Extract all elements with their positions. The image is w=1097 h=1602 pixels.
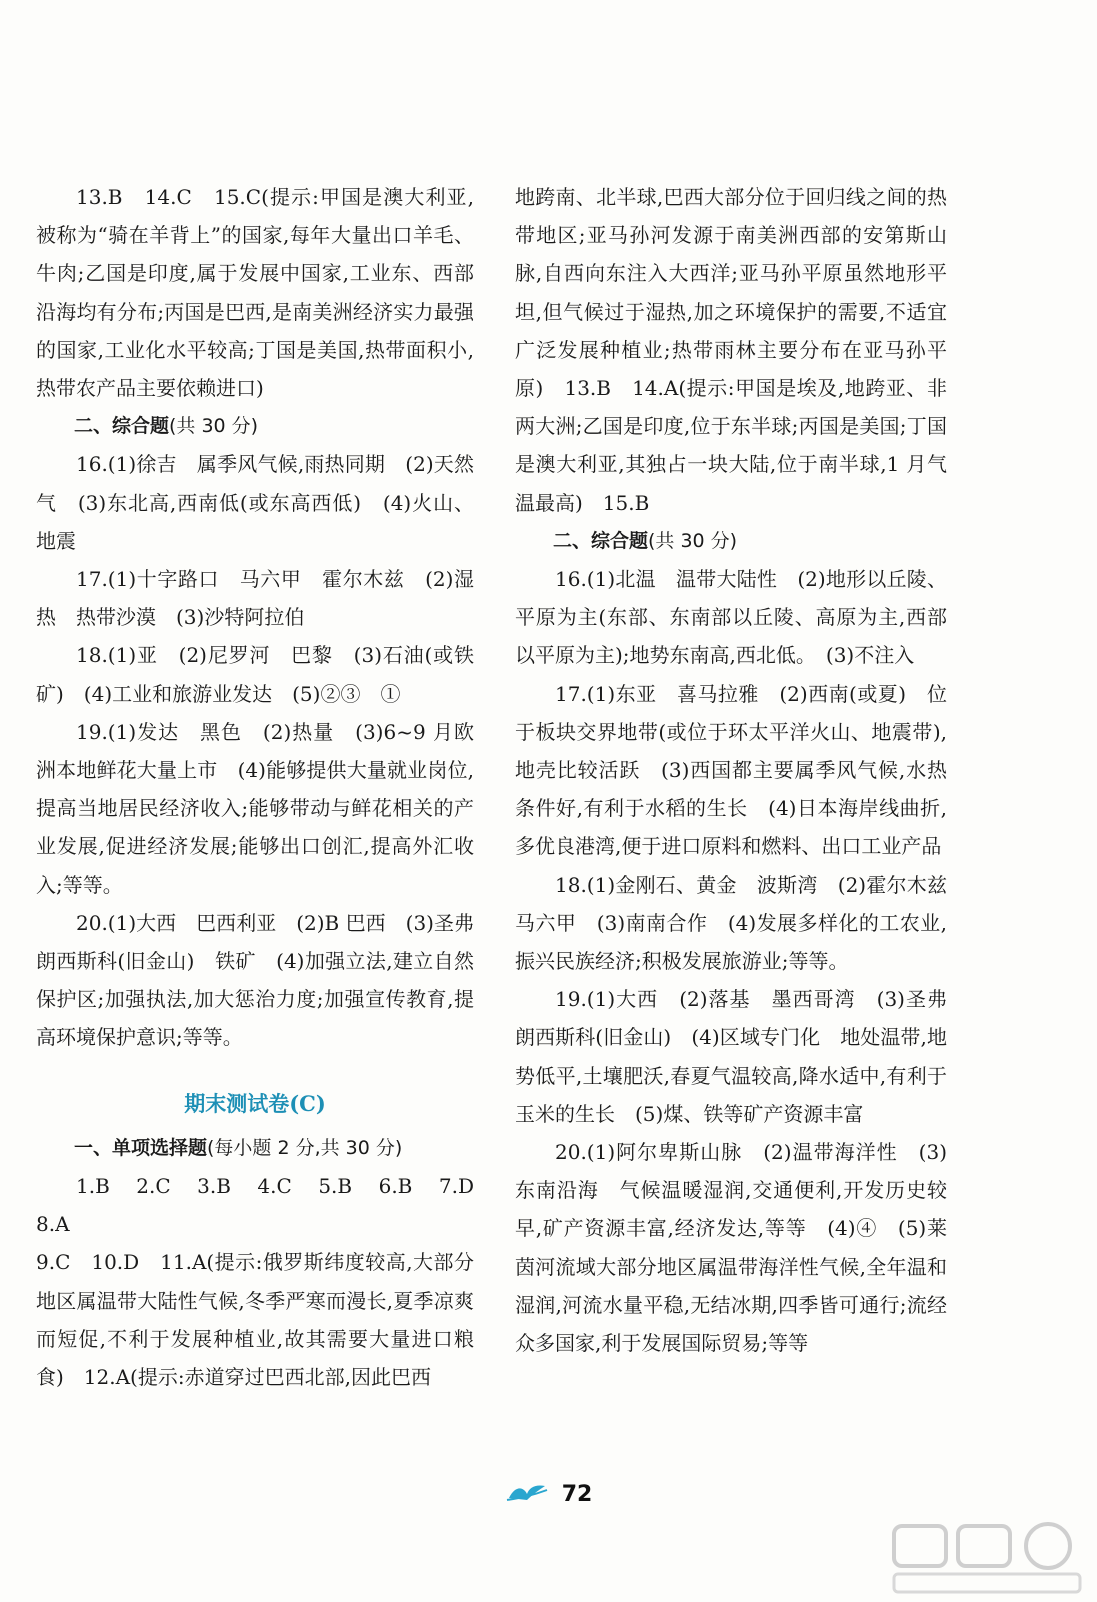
answer-q20: 20.(1)大西 巴西利亚 (2)B 巴西 (3)圣弗朗西斯科(旧金山) 铁矿 (4)加强立法,建立自然保护区;加强执法,加大惩治力度;加强宣传教育,提高环境保护意识;等等。 [36, 910, 474, 1050]
page-footer [0, 1480, 1097, 1508]
section-points: (共 30 分) [169, 415, 259, 438]
section-heading-comprehensive [36, 407, 474, 445]
answer-q17: 17.(1)东亚 喜马拉雅 (2)西南(或夏) 位于板块交界地带(或位于环太平洋火山、地震带),地壳比较活跃 (3)西国都主要属季风气候,水热条件好,有利于水稻的生长 (4)日本海岸线曲折,多优良港湾,便于进口原料和燃料、出口工业产品 [515, 681, 947, 859]
left-column [36, 178, 494, 1396]
answer-q18: 18.(1)金刚石、黄金 波斯湾 (2)霍尔木兹 马六甲 (3)南南合作 (4)发展多样化的工农业,振兴民族经济;积极发展旅游业;等等。 [515, 872, 967, 974]
section-heading-text: 二、综合题 [74, 415, 170, 438]
section-heading-text: 二、综合题 [553, 529, 649, 552]
answer-paragraph-13-15: 13.B 14.C 15.C(提示:甲国是澳大利亚,被称为“骑在羊背上”的国家,每年大量出口羊毛、牛肉;乙国是印度,属于发展中国家,工业东、西部沿海均有分布;丙国是巴西,是南美洲经济实力最强的国家,工业化水平较高;丁国是美国,热带面积小,热带农产品主要依赖进口) [36, 185, 474, 401]
section-heading-single-choice [36, 1129, 474, 1167]
watermark-logo [888, 1520, 1088, 1598]
answer-paragraph-9-12: 9.C 10.D 11.A(提示:俄罗斯纬度较高,大部分地区属温带大陆性气候,冬季严寒而漫长,夏季凉爽而短促,不利于发展种植业,故其需要大量进口粮食) 12.A(提示:赤道穿过巴西北部,因此巴西 [36, 1250, 474, 1390]
answer-row-1-8: 1.B 2.C 3.B 4.C 5.B 6.B 7.D 8.A [36, 1174, 494, 1237]
answer-q20: 20.(1)阿尔卑斯山脉 (2)温带海洋性 (3)东南沿海 气候温暖湿润,交通便利,开发历史较早,矿产资源丰富,经济发达,等等 (4)④ (5)莱茵河流域大部分地区属温带海洋性气候,全年温和湿润,河流水量平稳,无结冰期,四季皆可通行;流经众多国家,利于发展国际贸易;等等 [515, 1140, 947, 1356]
section-heading-comprehensive [515, 522, 947, 560]
answer-q19: 19.(1)发达 黑色 (2)热量 (3)6~9 月欧洲本地鲜花大量上市 (4)能够提供大量就业岗位,提高当地居民经济收入;能够带动与鲜花相关的产业发展,促进经济发展;能够出口创汇,提高外汇收入;等等。 [36, 719, 474, 897]
answer-paragraph-continued: 地跨南、北半球,巴西大部分位于回归线之间的热带地区;亚马孙河发源于南美洲西部的安第斯山脉,自西向东注入大西洋;亚马孙平原虽然地形平坦,但气候过于湿热,加之环境保护的需要,不适宜广泛发展种植业;热带雨林主要分布在亚马孙平原) 13.B 14.A(提示:甲国是埃及,地跨亚、非两大洲;乙国是印度,位于东半球;丙国是美国;丁国是澳大利亚,其独占一块大陆,位于南半球,1 月气温最高) 15.B [515, 185, 947, 515]
section-points: (共 30 分) [648, 529, 738, 552]
page-number: 72 [561, 1481, 593, 1507]
answer-q16: 16.(1)徐吉 属季风气候,雨热同期 (2)天然气 (3)东北高,西南低(或东高西低) (4)火山、地震 [36, 452, 474, 553]
section-heading-text: 一、单项选择题 [74, 1136, 208, 1159]
leaf-sprout-icon [505, 1480, 549, 1508]
answer-q17: 17.(1)十字路口 马六甲 霍尔木兹 (2)湿热 热带沙漠 (3)沙特阿拉伯 [36, 567, 474, 630]
answer-q16: 16.(1)北温 温带大陆性 (2)地形以丘陵、平原为主(东部、东南部以丘陵、高原为主,西部以平原为主);地势东南高,西北低。 (3)不注入 [515, 567, 947, 668]
test-title: 期末测试卷(C) [184, 1090, 326, 1116]
section-points: (每小题 2 分,共 30 分) [207, 1136, 403, 1159]
answer-q19: 19.(1)大西 (2)落基 墨西哥湾 (3)圣弗朗西斯科(旧金山) (4)区域专门化 地处温带,地势低平,土壤肥沃,春夏气温较高,降水适中,有利于玉米的生长 (5)煤、铁等矿产资源丰富 [515, 987, 947, 1126]
right-column [515, 178, 967, 1362]
answer-q18: 18.(1)亚 (2)尼罗河 巴黎 (3)石油(或铁矿) (4)工业和旅游业发达 (5)②③ ① [36, 643, 474, 706]
